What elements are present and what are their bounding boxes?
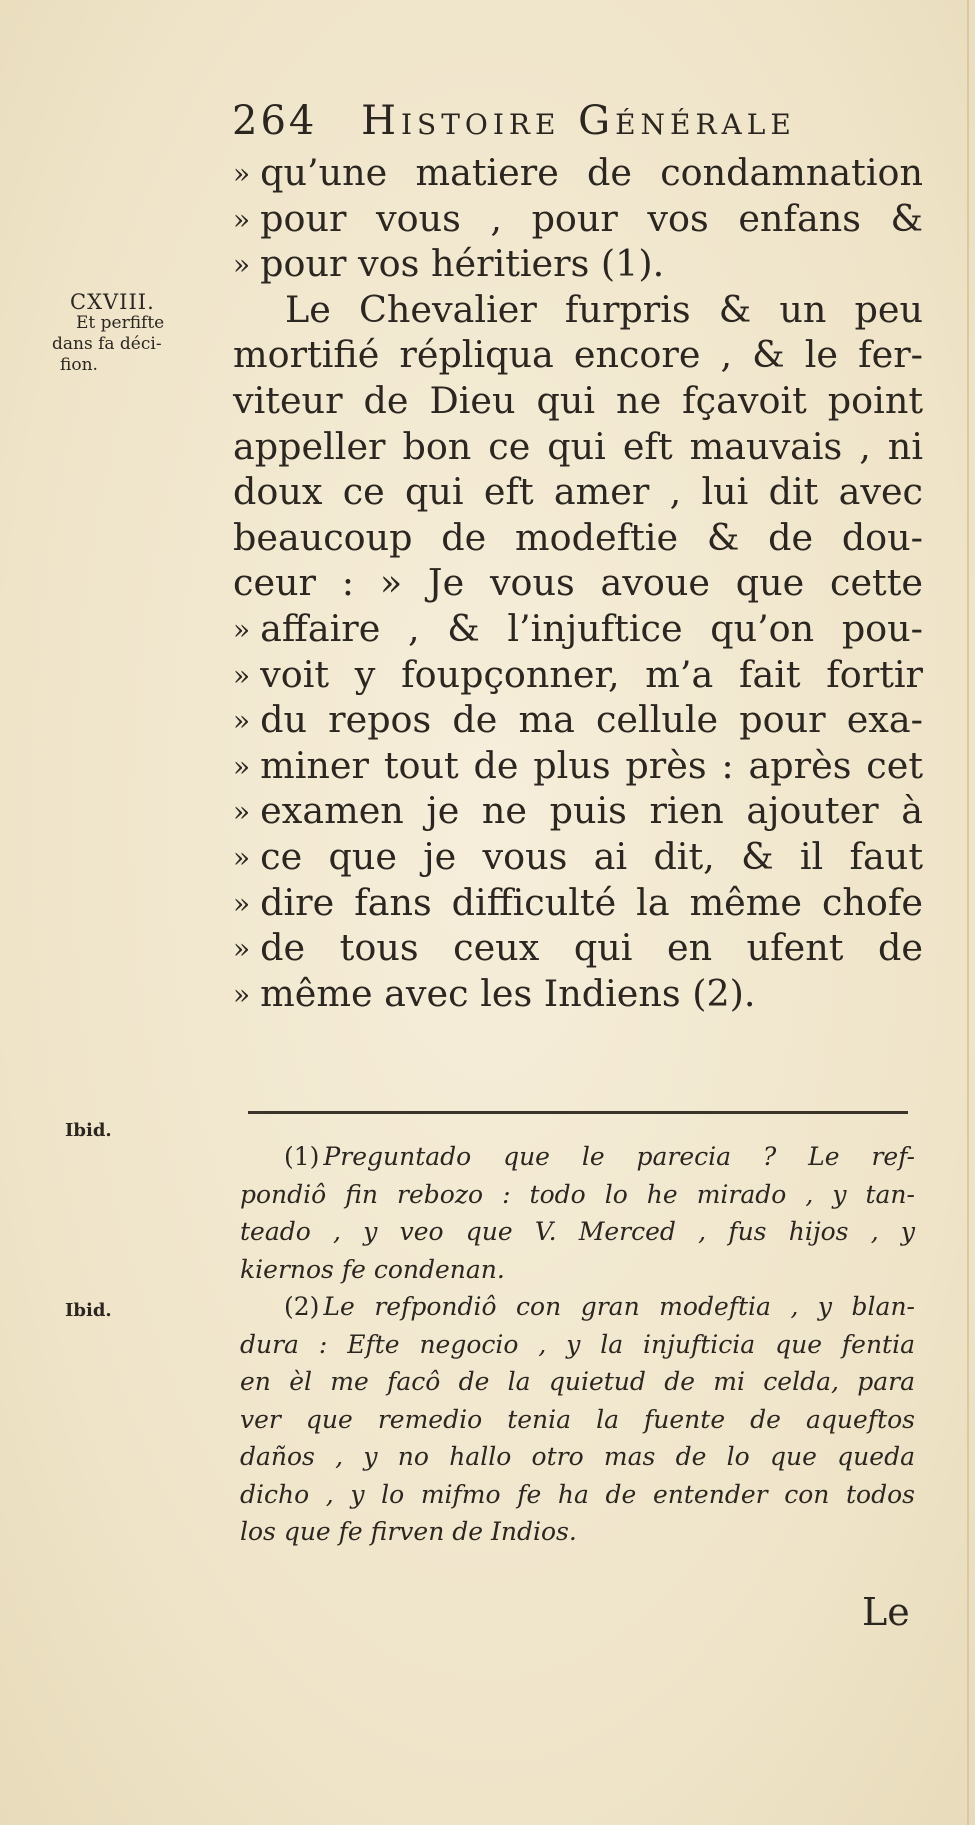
- footnote-line: kiernos fe condenan.: [240, 1254, 505, 1284]
- page-edge: [967, 0, 969, 1825]
- text-line: appeller bon ce qui eft mauvais , ni: [233, 424, 923, 468]
- footnote-line: pondiô fin rebozo : todo lo he mirado , y tan-: [240, 1179, 915, 1209]
- text-line: beaucoup de modeftie & de dou-: [233, 515, 923, 559]
- text-line: » ce que je vous ai dit, & il faut: [233, 834, 923, 878]
- text-line: » même avec les Indiens (2).: [233, 971, 756, 1015]
- footnote-line: los que fe firven de Indios.: [240, 1517, 577, 1546]
- margin-note-line: dans fa déci-: [52, 334, 162, 354]
- text-line: » miner tout de plus près : après cet: [233, 743, 923, 787]
- page-number: 264: [232, 98, 318, 144]
- footnote-line: ver que remedio tenia la fuente de aqueftos: [240, 1404, 915, 1434]
- body-text: [233, 150, 923, 1016]
- catchword: Le: [862, 1590, 910, 1634]
- margin-note-number: CXVIII.: [70, 290, 155, 314]
- text-line: » de tous ceux qui en ufent de: [233, 926, 923, 970]
- text-line: » voit y foupçonner, m’a fait fortir: [233, 652, 923, 696]
- margin-note: [52, 290, 240, 376]
- footnote-line: dicho , y lo mifmo fe ha de entender con todos: [240, 1479, 915, 1509]
- text-line: mortifié répliqua encore , & le fer-: [233, 333, 923, 377]
- text-line: ceur : » Je vous avoue que cette: [233, 561, 923, 605]
- footnote-rule: [248, 1111, 908, 1114]
- footnote-line: daños , y no hallo otro mas de lo que queda: [240, 1442, 915, 1471]
- running-header: [232, 98, 932, 146]
- text-line: » pour vos héritiers (1).: [233, 242, 665, 286]
- text-line: » affaire , & l’injuftice qu’on pou-: [233, 606, 923, 650]
- text-line: » dire fans difficulté la même chofe: [233, 880, 923, 924]
- text-line: » pour vous , pour vos enfans &: [233, 196, 923, 240]
- footnote-line: (2) Le refpondiô con gran modeftia , y blan-: [284, 1292, 915, 1321]
- footnote-line: teado , y veo que V. Merced , fus hijos , y: [240, 1217, 915, 1246]
- ibid-note: Ibid.: [65, 1300, 112, 1321]
- text-line: » du repos de ma cellule pour exa-: [233, 698, 923, 742]
- footnotes: [240, 1138, 915, 1551]
- text-line: » examen je ne puis rien ajouter à: [233, 789, 923, 833]
- running-title: Histoire Générale: [361, 98, 796, 144]
- margin-note-line: fion.: [60, 355, 98, 375]
- text-line: » qu’une matiere de condamnation: [233, 151, 923, 194]
- ibid-note: Ibid.: [65, 1120, 112, 1141]
- margin-note-line: Et perfifte: [76, 313, 165, 333]
- text-line: Le Chevalier furpris & un peu: [285, 287, 923, 331]
- footnote-line: dura : Efte negocio , y la injufticia que fentia: [240, 1329, 915, 1359]
- footnote-line: en èl me facô de la quietud de mi celda, para: [240, 1367, 915, 1396]
- text-line: viteur de Dieu qui ne fçavoit point: [233, 378, 923, 422]
- footnote-line: (1) Preguntado que le parecia ? Le ref-: [284, 1142, 915, 1171]
- text-line: doux ce qui eft amer , lui dit avec: [233, 470, 923, 514]
